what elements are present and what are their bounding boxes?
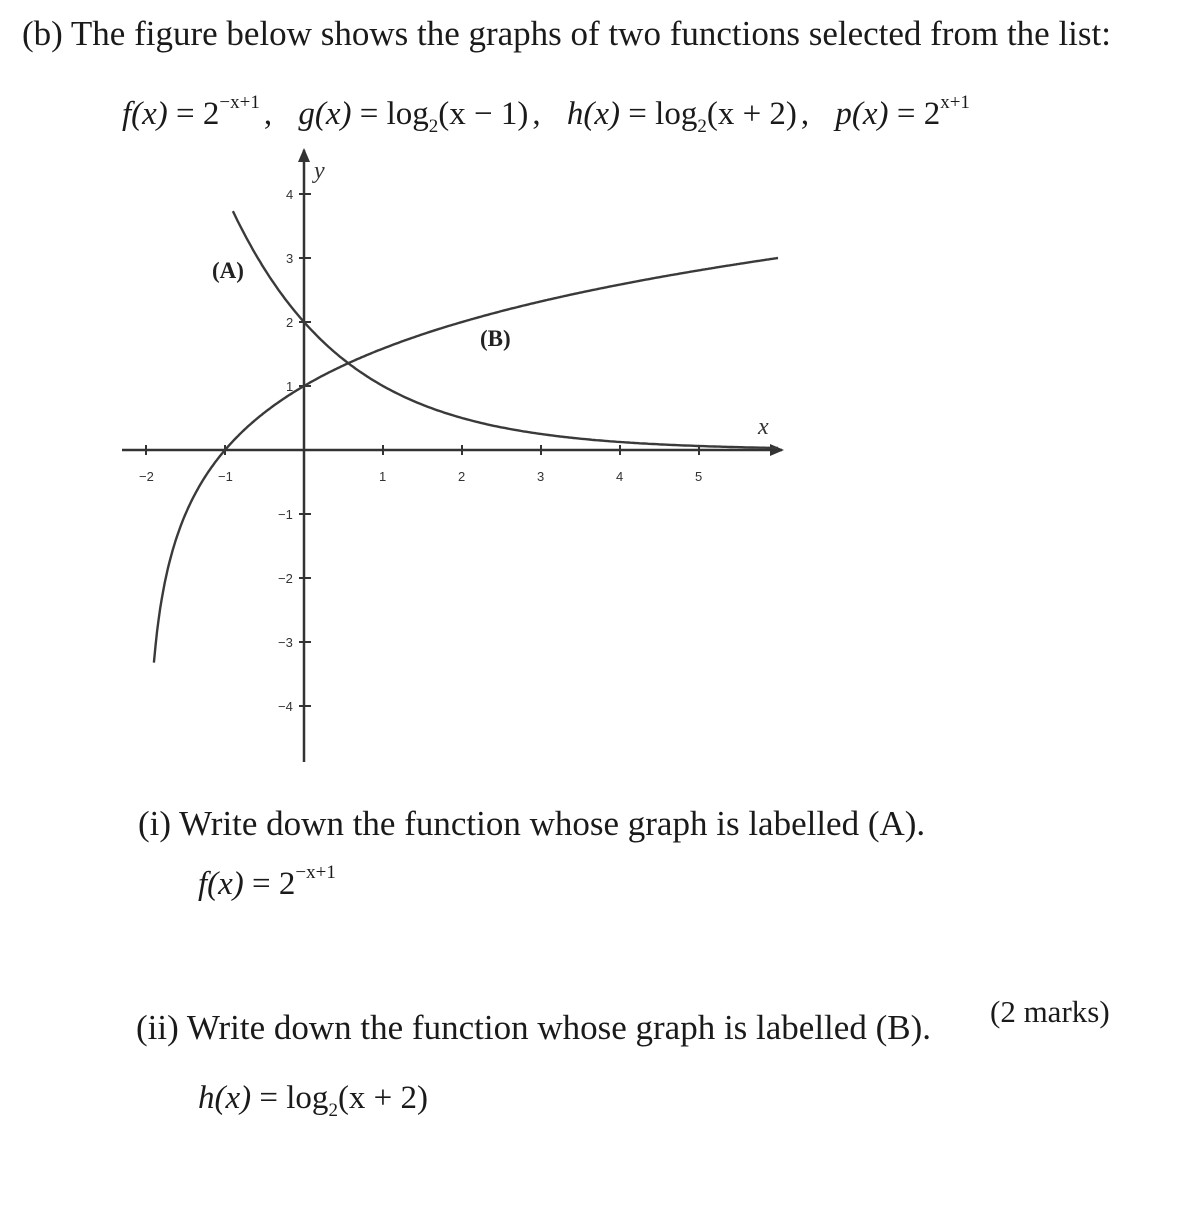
- y-tick-label: −3: [278, 635, 293, 650]
- curve-a-label: (A): [212, 258, 244, 283]
- curve-b-label: (B): [480, 326, 511, 351]
- function-p: $p(x) = 2^{x+1}$: [835, 92, 970, 132]
- y-axis-name: y: [314, 158, 325, 184]
- part-i-answer: $f(x) = 2^{-x+1}$: [198, 862, 336, 902]
- x-tick-label: 2: [458, 469, 466, 484]
- y-tick-label: 3: [286, 251, 294, 266]
- y-tick-label: 2: [286, 315, 294, 330]
- x-axis-name: x: [758, 414, 769, 440]
- y-tick-label: 4: [286, 187, 294, 202]
- function-h: $h(x) = \log_2(x + 2)$: [566, 96, 797, 137]
- x-tick-label: 1: [379, 469, 387, 484]
- function-g: $g(x) = \log_2(x - 1)$: [298, 96, 529, 137]
- part-ii-question: (ii) Write down the function whose graph is labelled (B).: [136, 1008, 931, 1047]
- function-f: $f(x) = 2^{-x+1}$: [122, 92, 260, 132]
- y-tick-label: −1: [278, 507, 293, 522]
- curve-b: [154, 258, 778, 663]
- y-tick-label: 1: [286, 379, 294, 394]
- x-tick-label: −1: [218, 469, 233, 484]
- y-tick-label: −2: [278, 571, 293, 586]
- y-tick-label: −4: [278, 699, 293, 714]
- marks-label: (2 marks): [990, 994, 1110, 1029]
- x-tick-label: 3: [537, 469, 545, 484]
- part-ii-answer: $h(x) = \log_2(x + 2)$: [198, 1080, 429, 1121]
- x-axis-arrow: [770, 444, 784, 456]
- x-tick-label: −2: [139, 469, 154, 484]
- x-tick-label: 4: [616, 469, 624, 484]
- function-list: $f(x) = 2^{-x+1}$ , $g(x) = \log_2(x - 1)$ , $h(x) = \log_2(x + 2)$ , $p(x) = 2^{x+1}$: [122, 92, 970, 137]
- x-tick-label: 5: [695, 469, 703, 484]
- part-i-question: (i) Write down the function whose graph is labelled (A).: [138, 804, 926, 843]
- question-intro: (b) The figure below shows the graphs of two functions selected from the list:: [22, 14, 1111, 53]
- y-axis-arrow: [298, 148, 310, 162]
